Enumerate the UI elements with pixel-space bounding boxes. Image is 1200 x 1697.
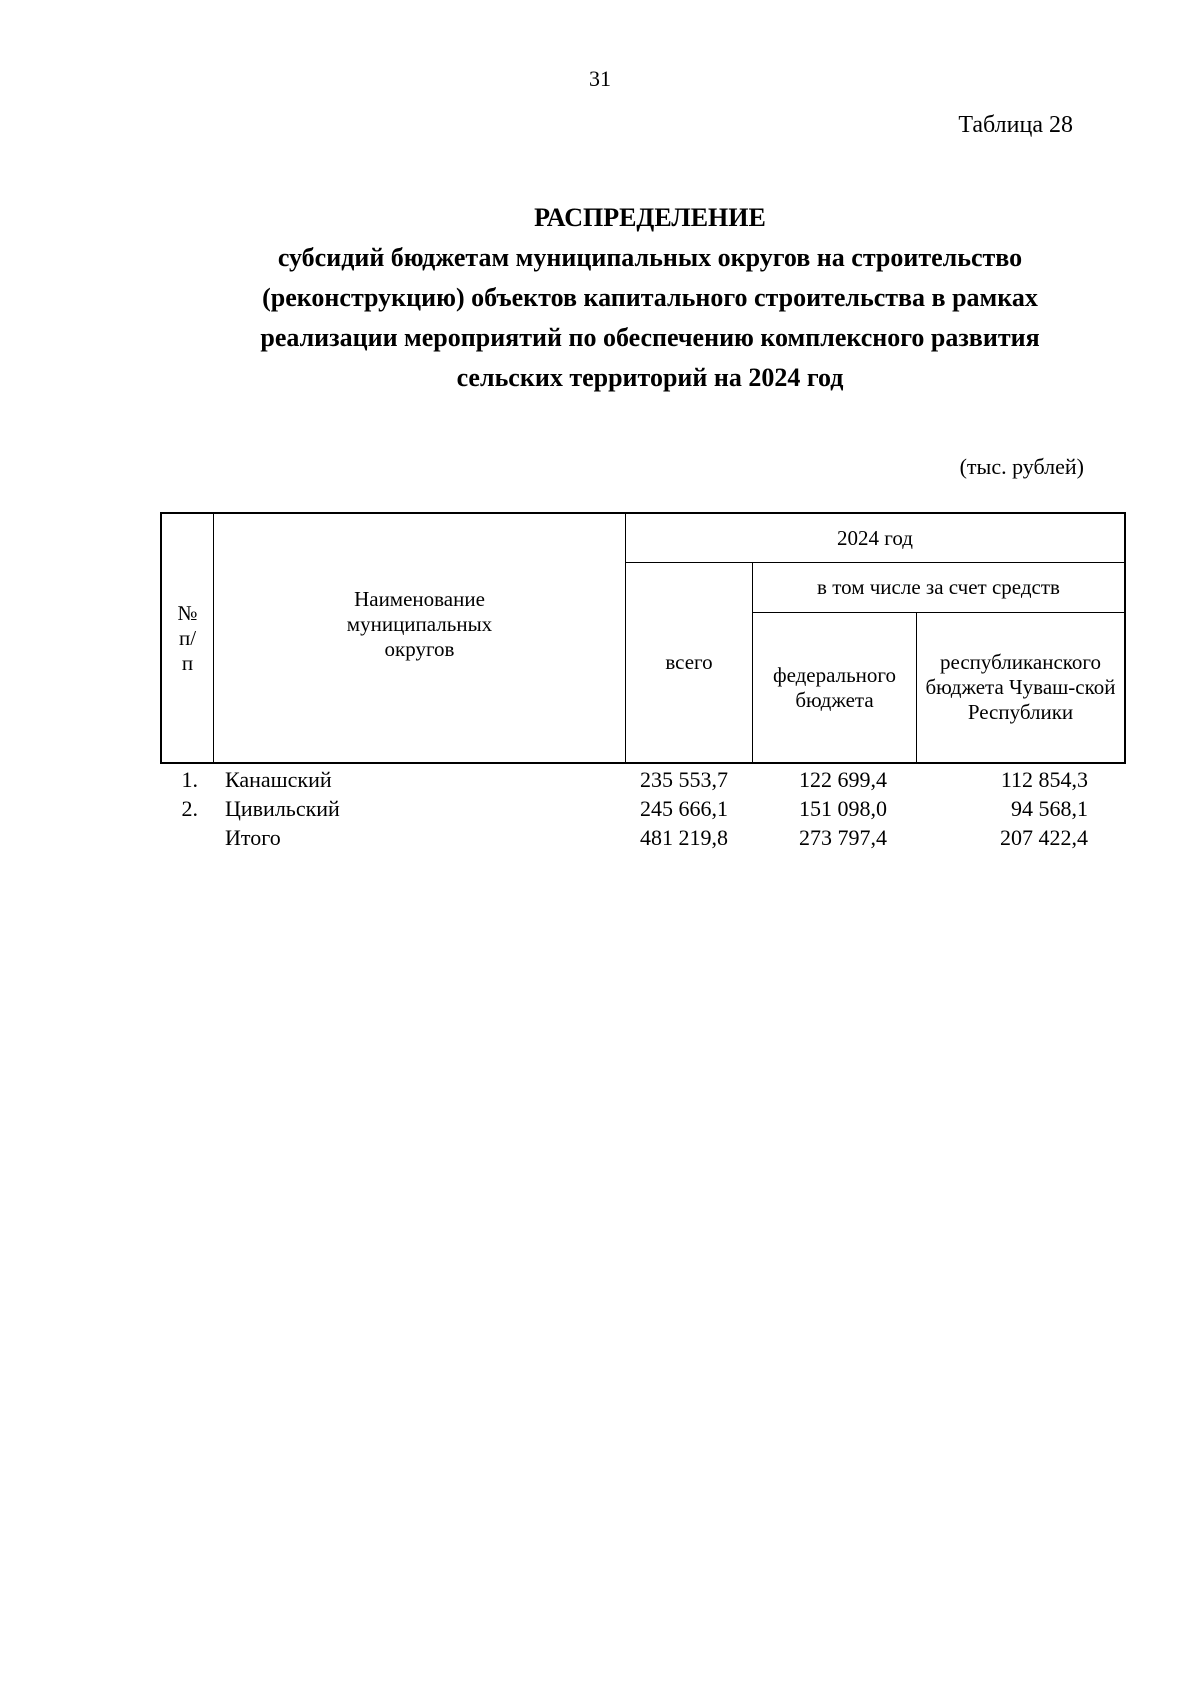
- row-republican: 207 422,4: [1000, 825, 1088, 850]
- table-label: Таблица 28: [958, 112, 1073, 138]
- page-number: 31: [589, 66, 611, 91]
- table-row: [160, 765, 1126, 794]
- header-total: всего: [665, 650, 713, 674]
- header-republican: республиканского бюджета Чуваш-ской Республики: [925, 650, 1116, 724]
- header-border-bottom: [160, 762, 1126, 764]
- row-federal: 122 699,4: [799, 767, 887, 792]
- row-name: Итого: [225, 825, 281, 850]
- title-heading: РАСПРЕДЕЛЕНИЕ: [534, 203, 766, 232]
- row-federal: 151 098,0: [799, 796, 887, 821]
- header-federal: федерального бюджета: [772, 662, 897, 712]
- row-num: 1.: [181, 767, 198, 792]
- header-border-right: [1124, 512, 1126, 764]
- row-republican: 112 854,3: [1000, 767, 1088, 792]
- title-line-1: субсидий бюджетам муниципальных округов на строительство: [277, 243, 1023, 272]
- document-title: [160, 198, 1140, 398]
- header-num: № п/п: [177, 600, 198, 675]
- row-federal: 273 797,4: [799, 825, 887, 850]
- header-including: в том числе за счет средств: [817, 575, 1060, 599]
- table-body: [160, 765, 1126, 852]
- units-note: (тыс. рублей): [959, 454, 1084, 479]
- title-line-4: сельских территорий на 2024 год: [456, 363, 844, 392]
- row-name: Цивильский: [225, 796, 340, 821]
- title-line-3: реализации мероприятий по обеспечению комплексного развития: [260, 323, 1040, 352]
- header-name: Наименование муниципальных округов: [346, 586, 493, 661]
- header-year: 2024 год: [837, 525, 913, 550]
- row-total: 235 553,7: [640, 767, 728, 792]
- table-row: [160, 794, 1126, 823]
- title-line-2: (реконструкцию) объектов капитального строительства в рамках: [262, 283, 1038, 312]
- row-republican: 94 568,1: [1011, 796, 1088, 821]
- row-total: 245 666,1: [640, 796, 728, 821]
- row-total: 481 219,8: [640, 825, 728, 850]
- row-name: Канашский: [225, 767, 332, 792]
- table-header: [160, 512, 1126, 764]
- row-num: 2.: [181, 796, 198, 821]
- table-row-total: [160, 823, 1126, 852]
